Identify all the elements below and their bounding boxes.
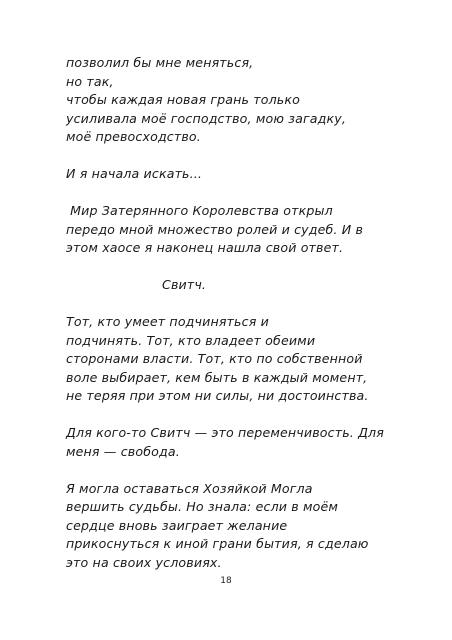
paragraph-3 (66, 202, 396, 258)
text-line: меня — свобода. (66, 443, 180, 459)
text-line: усиливала моё господство, мою загадку, (66, 110, 346, 126)
paragraph-4 (66, 313, 396, 406)
paragraph-gap (66, 295, 396, 314)
text-line: позволил бы мне меняться, (66, 55, 254, 70)
text-line: чтобы каждая новая грань только (66, 92, 300, 107)
text-line: передо мной множество ролей и судеб. И в (66, 221, 364, 237)
text-line: моё превосходство. (66, 129, 201, 144)
text-line: подчинять. Тот, кто владеет обеими (66, 332, 316, 348)
paragraph-gap (66, 406, 396, 425)
text-line: этом хаосе я наконец нашла свой ответ. (66, 240, 344, 255)
text-line: не теряя при этом ни силы, ни достоинства. (66, 388, 369, 403)
text-line: И я начала искать... (66, 166, 203, 181)
text-line: Я могла оставаться Хозяйкой Могла (66, 480, 313, 496)
text-line: сердце вновь заиграет желание (66, 517, 288, 533)
paragraph-6 (66, 480, 396, 573)
text-line: воле выбирает, кем быть в каждый момент, (66, 369, 368, 385)
text-line: но так, (66, 73, 114, 89)
paragraph-2 (66, 165, 396, 184)
text-line: Тот, кто умеет подчиняться и (66, 314, 269, 329)
text-line: вершить судьбы. Но знала: если в моём (66, 499, 339, 514)
paragraph-gap (66, 258, 396, 277)
paragraph-gap (66, 184, 396, 203)
paragraph-5 (66, 424, 396, 461)
text-line: это на своих условиях. (66, 554, 222, 570)
page-number: 18 (220, 576, 232, 586)
section-heading-block (66, 276, 396, 295)
text-line: сторонами власти. Тот, кто по собственной (66, 351, 363, 366)
text-line: Мир Затерянного Королевства открыл (66, 203, 333, 218)
section-heading: Свитч. (162, 277, 207, 292)
page-body (66, 54, 396, 572)
paragraph-1 (66, 54, 396, 147)
text-line: прикоснуться к иной грани бытия, я сделаю (66, 536, 369, 551)
paragraph-gap (66, 461, 396, 480)
text-line: Для кого-то Свитч — это переменчивость. Для (66, 425, 384, 440)
paragraph-gap (66, 147, 396, 166)
